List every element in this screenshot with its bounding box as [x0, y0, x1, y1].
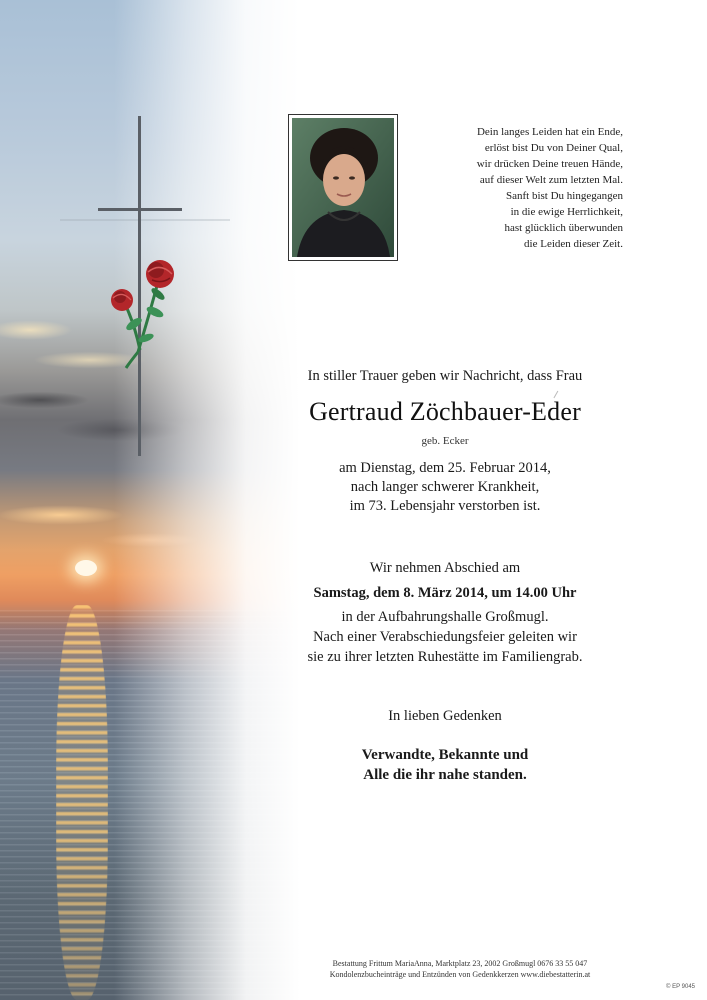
poem-line: Sanft bist Du hingegangen	[505, 190, 623, 202]
death-line: nach langer schwerer Krankheit,	[350, 479, 540, 495]
poem-line: erlöst bist Du von Deiner Qual,	[484, 142, 623, 154]
mourners	[270, 745, 620, 785]
farewell-line: sie zu ihrer letzten Ruhestätte im Familiengrab.	[307, 649, 583, 665]
birth-name: geb. Ecker	[421, 435, 469, 447]
farewell-line: in der Aufbahrungshalle Großmugl.	[341, 609, 549, 625]
footer-line: Bestattung Frittum MariaAnna, Marktplatz 23, 2002 Großmugl 0676 33 55 047	[332, 959, 588, 968]
mourners-line: Verwandte, Bekannte und	[361, 747, 529, 763]
rose-upper	[146, 260, 174, 288]
print-code: © EP 9045	[666, 984, 695, 990]
poem-line: Dein langes Leiden hat ein Ende,	[476, 126, 623, 138]
poem-line: auf dieser Welt zum letzten Mal.	[479, 174, 623, 186]
portrait-photo	[288, 114, 398, 261]
poem-line: wir drücken Deine treuen Hände,	[476, 158, 623, 170]
farewell-section	[270, 558, 620, 667]
deceased-name: Gertraud Zöchbauer-Eder	[309, 397, 581, 426]
funeral-date: Samstag, dem 8. März 2014, um 14.00 Uhr	[313, 585, 577, 601]
footer-line: Kondolenzbucheinträge und Entzünden von Gedenkkerzen www.diebestatterin.at	[329, 970, 591, 979]
announcement-intro: In stiller Trauer geben wir Nachricht, dass Frau	[307, 368, 583, 384]
poem-line: die Leiden dieser Zeit.	[524, 238, 623, 250]
death-line: am Dienstag, dem 25. Februar 2014,	[339, 460, 551, 476]
farewell-intro: Wir nehmen Abschied am	[369, 560, 521, 576]
cross-with-roses-icon	[60, 112, 240, 462]
poem	[423, 124, 623, 252]
poem-line: in die ewige Herrlichkeit,	[510, 206, 623, 218]
death-details	[270, 459, 620, 516]
rose-lower	[111, 289, 133, 311]
poem-line: hast glücklich überwunden	[504, 222, 623, 234]
death-line: im 73. Lebensjahr verstorben ist.	[349, 498, 541, 514]
memory-line: In lieben Gedenken	[388, 708, 502, 724]
farewell-line: Nach einer Verabschiedungsfeier geleiten wir	[313, 629, 577, 645]
footer	[250, 958, 670, 980]
mourners-line: Alle die ihr nahe standen.	[363, 767, 527, 783]
